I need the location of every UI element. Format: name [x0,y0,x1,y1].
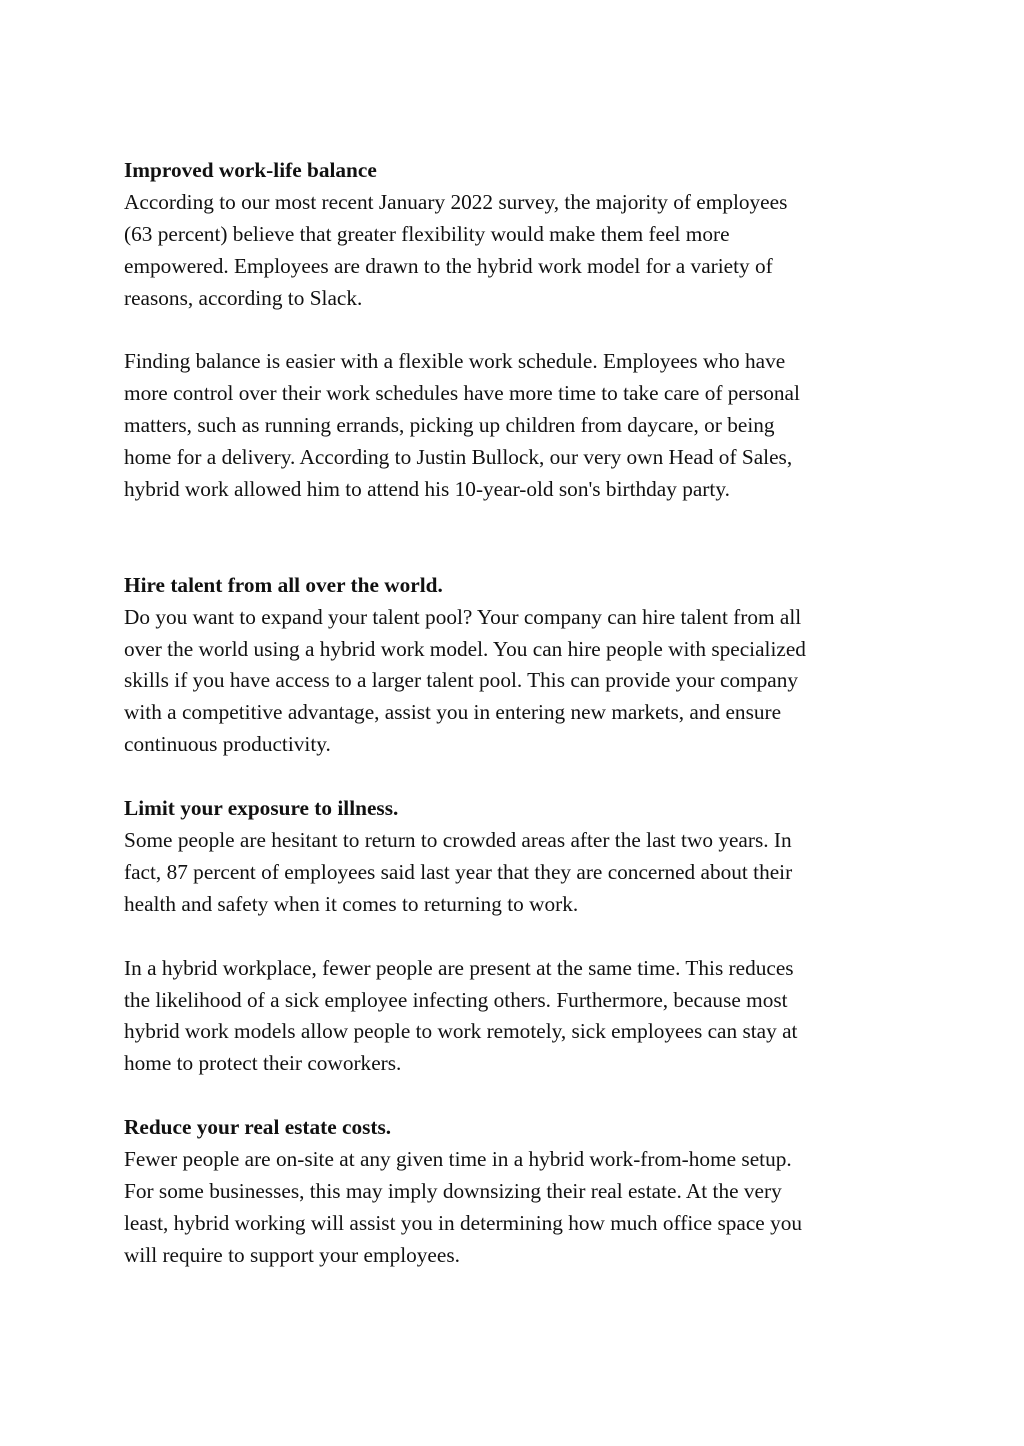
text-line: Some people are hesitant to return to crowded areas after the last two years. In [124,827,792,852]
text-line: hybrid work allowed him to attend his 10-year-old son's birthday party. [124,477,730,502]
text-line: home for a delivery. According to Justin Bullock, our very own Head of Sales, [124,445,793,470]
text-line: According to our most recent January 2022 survey, the majority of employees [124,189,788,214]
text-line: hybrid work models allow people to work remotely, sick employees can stay at [124,1019,798,1044]
text-line: Fewer people are on-site at any given time in a hybrid work-from-home setup. [124,1147,792,1172]
section-spacer [124,506,914,570]
text-line: more control over their work schedules have more time to take care of personal [124,381,800,406]
paragraph [124,602,914,762]
text-line: Do you want to expand your talent pool? Your company can hire talent from all [124,604,802,629]
text-line: home to protect their coworkers. [124,1051,402,1076]
section-limit-exposure [124,793,914,1080]
paragraph-spacer [124,315,914,347]
text-line: (63 percent) believe that greater flexibility would make them feel more [124,221,730,246]
text-line: In a hybrid workplace, fewer people are present at the same time. This reduces [124,955,794,980]
text-line: For some businesses, this may imply downsizing their real estate. At the very [124,1178,782,1203]
paragraph [124,187,914,315]
text-line: skills if you have access to a larger talent pool. This can provide your company [124,668,799,693]
text-line: the likelihood of a sick employee infecting others. Furthermore, because most [124,987,788,1012]
paragraph-spacer [124,921,914,953]
text-line: over the world using a hybrid work model. You can hire people with specialized [124,636,806,661]
paragraph [124,346,914,506]
section-heading: Hire talent from all over the world. [124,572,443,597]
section-heading: Improved work-life balance [124,158,377,182]
text-line: empowered. Employees are drawn to the hybrid work model for a variety of [124,253,773,278]
section-heading: Reduce your real estate costs. [124,1115,392,1140]
section-spacer [124,1080,914,1112]
text-line: least, hybrid working will assist you in determining how much office space you [124,1210,803,1235]
section-heading: Limit your exposure to illness. [124,796,399,821]
paragraph [124,953,914,1081]
section-work-life-balance [124,155,914,506]
text-line: reasons, according to Slack. [124,285,363,310]
document-page [124,155,914,1272]
paragraph [124,825,914,921]
text-line: Finding balance is easier with a flexible work schedule. Employees who have [124,349,786,374]
text-line: continuous productivity. [124,732,331,757]
text-line: will require to support your employees. [124,1242,460,1267]
section-spacer [124,761,914,793]
section-hire-talent [124,570,914,761]
text-line: health and safety when it comes to returning to work. [124,891,579,916]
text-line: matters, such as running errands, picking up children from daycare, or being [124,413,775,438]
section-real-estate [124,1112,914,1272]
paragraph [124,1144,914,1272]
text-line: with a competitive advantage, assist you in entering new markets, and ensure [124,700,782,725]
text-line: fact, 87 percent of employees said last year that they are concerned about their [124,859,793,884]
